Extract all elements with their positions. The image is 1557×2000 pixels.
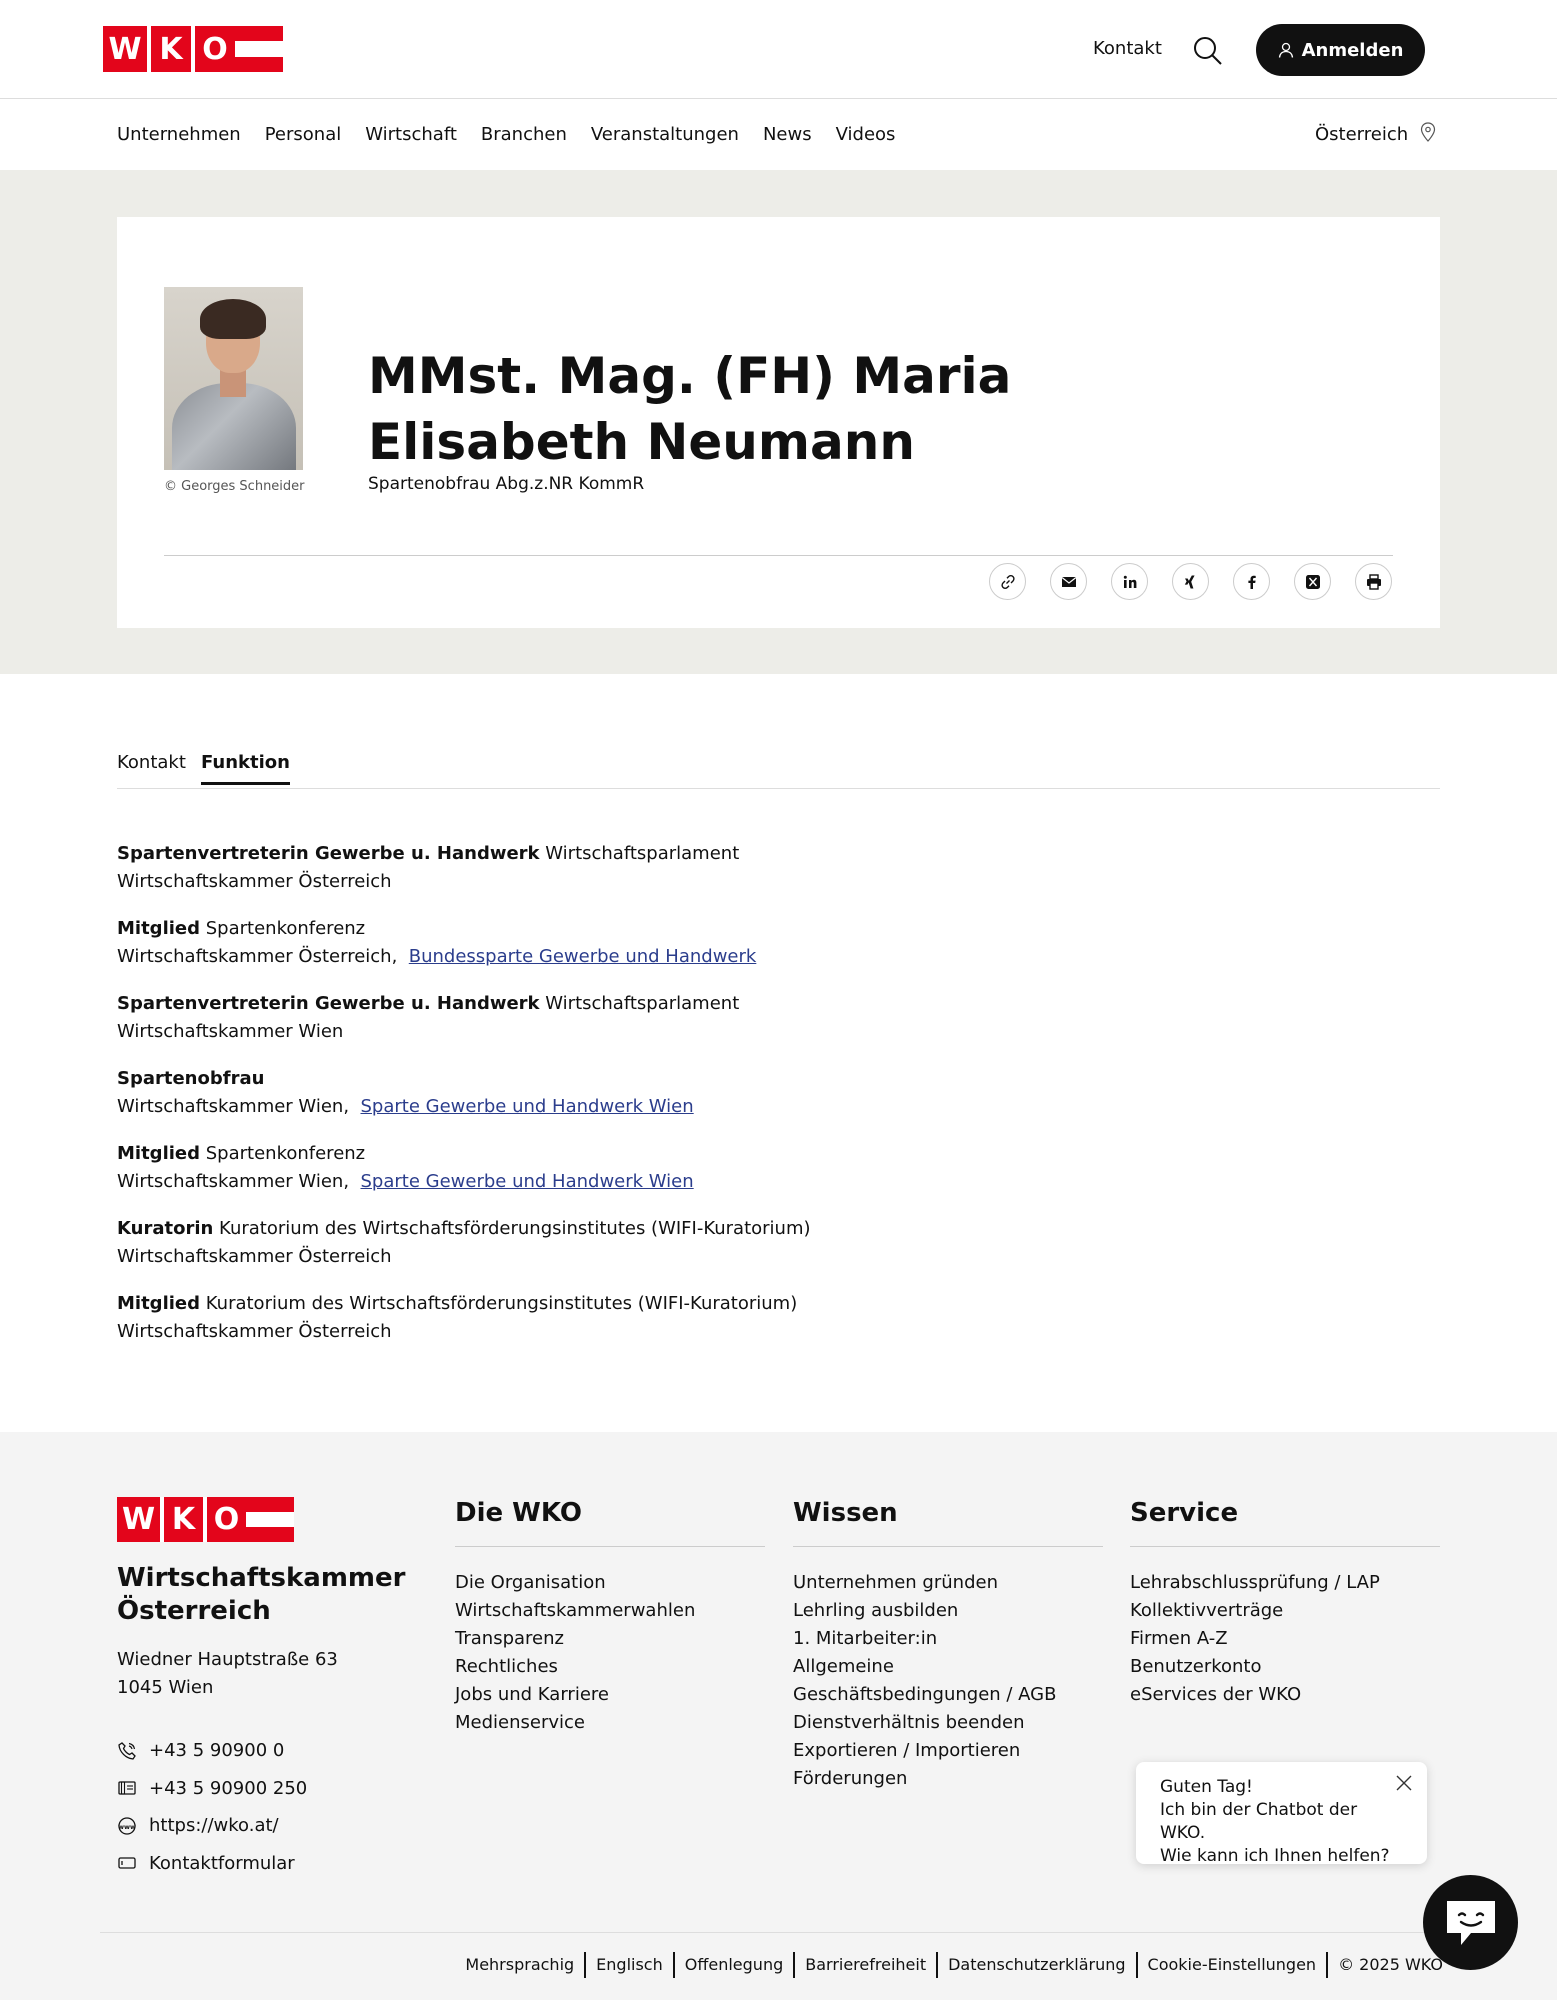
function-link[interactable]: Sparte Gewerbe und Handwerk Wien bbox=[360, 1096, 694, 1117]
web-icon bbox=[117, 1816, 137, 1836]
website-link: https://wko.at/ bbox=[149, 1815, 279, 1837]
chat-icon bbox=[1441, 1895, 1501, 1951]
chatbot-question: Wie kann ich Ihnen helfen? bbox=[1160, 1846, 1390, 1866]
function-body: Spartenkonferenz bbox=[205, 1143, 366, 1164]
bottom-link-mehrsprachig[interactable]: Mehrsprachig bbox=[465, 1955, 575, 1974]
share-mail-button[interactable] bbox=[1050, 563, 1087, 600]
footer-wko-logo[interactable] bbox=[117, 1497, 294, 1542]
chatbot-bubble[interactable] bbox=[1136, 1762, 1427, 1864]
facebook-icon bbox=[1243, 573, 1261, 591]
footer-col-title: Wissen bbox=[793, 1498, 1103, 1547]
chatbot-button[interactable] bbox=[1423, 1875, 1518, 1970]
function-item bbox=[117, 840, 1017, 896]
header-contact-link[interactable]: Kontakt bbox=[1093, 38, 1162, 59]
fax-icon bbox=[117, 1778, 137, 1798]
bottom-link-barrierefreiheit[interactable]: Barrierefreiheit bbox=[793, 1952, 936, 1978]
function-body: Kuratorium des Wirtschaftsförderungsinstitutes (WIFI-Kuratorium) bbox=[205, 1293, 798, 1314]
function-org: Wirtschaftskammer Wien, bbox=[117, 1171, 350, 1192]
footer-link[interactable]: Allgemeine Geschäftsbedingungen / AGB bbox=[793, 1656, 1057, 1705]
function-role: Mitglied bbox=[117, 918, 201, 939]
footer-col-title: Die WKO bbox=[455, 1498, 765, 1547]
function-item bbox=[117, 1215, 1017, 1271]
function-org: Wirtschaftskammer Österreich bbox=[117, 1246, 392, 1267]
logo-letter-k: K bbox=[160, 1497, 203, 1542]
footer-org-line: Österreich bbox=[117, 1596, 271, 1626]
footer-contact-form[interactable] bbox=[117, 1845, 307, 1883]
footer-col-title: Service bbox=[1130, 1498, 1440, 1547]
function-body: Wirtschaftsparlament bbox=[545, 843, 740, 864]
profile-photo bbox=[164, 287, 303, 470]
share-xing-button[interactable] bbox=[1172, 563, 1209, 600]
bottom-link-datenschutz[interactable]: Datenschutzerklärung bbox=[936, 1952, 1135, 1978]
function-link[interactable]: Sparte Gewerbe und Handwerk Wien bbox=[360, 1171, 694, 1192]
tab-kontakt[interactable]: Kontakt bbox=[117, 752, 186, 773]
logo-flag bbox=[246, 1497, 294, 1542]
form-icon bbox=[117, 1853, 137, 1873]
divider bbox=[164, 555, 1393, 556]
footer-org-line: Wirtschaftskammer bbox=[117, 1563, 406, 1593]
xing-icon bbox=[1182, 573, 1200, 591]
phone-number: +43 5 90900 0 bbox=[149, 1740, 285, 1762]
print-icon bbox=[1365, 573, 1383, 591]
main-nav bbox=[0, 100, 1557, 170]
login-button[interactable] bbox=[1256, 24, 1425, 76]
function-role: Kuratorin bbox=[117, 1218, 214, 1239]
photo-credit: © Georges Schneider bbox=[164, 479, 305, 494]
footer-link[interactable]: Benutzerkonto bbox=[1130, 1656, 1262, 1677]
tab-funktion[interactable]: Funktion bbox=[201, 752, 290, 785]
profile-hero bbox=[0, 170, 1557, 674]
footer-link[interactable]: Medienservice bbox=[455, 1712, 585, 1733]
chatbot-intro: Ich bin der Chatbot der WKO. bbox=[1160, 1800, 1358, 1843]
function-org: Wirtschaftskammer Österreich bbox=[117, 1321, 392, 1342]
function-item bbox=[117, 915, 1017, 971]
footer-contact-list bbox=[117, 1732, 307, 1882]
footer-link[interactable]: Lehrling ausbilden bbox=[793, 1600, 959, 1621]
profile-tabs bbox=[117, 752, 1440, 789]
print-button[interactable] bbox=[1355, 563, 1392, 600]
footer-link[interactable]: Dienstverhältnis beenden bbox=[793, 1712, 1025, 1733]
bottom-link-englisch[interactable]: Englisch bbox=[584, 1952, 673, 1978]
logo-letter-w: W bbox=[108, 31, 142, 67]
bottom-link-cookies[interactable]: Cookie-Einstellungen bbox=[1136, 1952, 1327, 1978]
footer-link[interactable]: eServices der WKO bbox=[1130, 1684, 1302, 1705]
function-org: Wirtschaftskammer Wien, bbox=[117, 1096, 350, 1117]
nav-item-news[interactable]: News bbox=[762, 124, 812, 145]
fax-number: +43 5 90900 250 bbox=[149, 1777, 308, 1799]
footer-link[interactable]: Kollektivverträge bbox=[1130, 1600, 1284, 1621]
footer-link[interactable]: Die Organisation bbox=[455, 1572, 606, 1593]
function-body: Spartenkonferenz bbox=[205, 918, 366, 939]
function-org: Wirtschaftskammer Österreich bbox=[117, 871, 392, 892]
phone-icon bbox=[117, 1741, 137, 1761]
chatbot-greeting: Guten Tag! bbox=[1160, 1777, 1253, 1797]
function-item bbox=[117, 1290, 1017, 1346]
footer-col-wissen bbox=[793, 1498, 1103, 1793]
logo-flag bbox=[235, 26, 283, 72]
share-linkedin-button[interactable] bbox=[1111, 563, 1148, 600]
logo-letter-w: W bbox=[121, 1502, 156, 1537]
mail-icon bbox=[1060, 573, 1078, 591]
bottom-link-offenlegung[interactable]: Offenlegung bbox=[673, 1952, 793, 1978]
person-name: MMst. Mag. (FH) Maria Elisabeth Neumann bbox=[368, 347, 1012, 471]
function-role: Spartenvertreterin Gewerbe u. Handwerk bbox=[117, 843, 540, 864]
function-role: Spartenvertreterin Gewerbe u. Handwerk bbox=[117, 993, 540, 1014]
contact-form-link: Kontaktformular bbox=[149, 1852, 295, 1874]
function-role: Mitglied bbox=[117, 1293, 201, 1314]
person-title: Spartenobfrau Abg.z.NR KommR bbox=[368, 474, 645, 494]
search-icon[interactable] bbox=[1193, 36, 1223, 66]
site-footer bbox=[0, 1432, 1557, 2000]
footer-col-wko bbox=[455, 1498, 765, 1737]
nav-item-veranstaltungen[interactable]: Veranstaltungen bbox=[590, 124, 739, 145]
footer-address bbox=[117, 1646, 338, 1702]
share-x-button[interactable] bbox=[1294, 563, 1331, 600]
function-role: Mitglied bbox=[117, 1143, 201, 1164]
close-icon[interactable] bbox=[1395, 1774, 1413, 1792]
function-item bbox=[117, 1065, 1017, 1121]
address-street: Wiedner Hauptstraße 63 bbox=[117, 1649, 338, 1670]
nav-item-videos[interactable]: Videos bbox=[835, 124, 896, 145]
footer-phone[interactable] bbox=[117, 1732, 307, 1770]
link-icon bbox=[999, 573, 1017, 591]
share-bar bbox=[989, 563, 1392, 600]
footer-website[interactable] bbox=[117, 1807, 307, 1845]
footer-link[interactable]: Firmen A-Z bbox=[1130, 1628, 1228, 1649]
footer-org-name bbox=[117, 1562, 406, 1628]
function-item bbox=[117, 990, 1017, 1046]
nav-item-personal[interactable]: Personal bbox=[264, 124, 342, 145]
function-body: Wirtschaftsparlament bbox=[545, 993, 740, 1014]
footer-fax[interactable] bbox=[117, 1770, 307, 1808]
function-list bbox=[117, 840, 1017, 1365]
copyright: © 2025 WKO bbox=[1326, 1952, 1453, 1978]
nav-item-wirtschaft[interactable]: Wirtschaft bbox=[365, 124, 457, 145]
footer-divider bbox=[100, 1932, 1457, 1933]
footer-link[interactable]: Transparenz bbox=[455, 1628, 564, 1649]
function-org: Wirtschaftskammer Wien bbox=[117, 1021, 344, 1042]
function-link[interactable]: Bundessparte Gewerbe und Handwerk bbox=[408, 946, 757, 967]
footer-link[interactable]: Wirtschaftskammerwahlen bbox=[455, 1600, 696, 1621]
nav-item-unternehmen[interactable]: Unternehmen bbox=[117, 124, 241, 145]
function-role: Spartenobfrau bbox=[117, 1068, 265, 1089]
function-item bbox=[117, 1140, 1017, 1196]
nav-item-branchen[interactable]: Branchen bbox=[480, 124, 567, 145]
login-label: Anmelden bbox=[1301, 39, 1404, 61]
region-selector[interactable]: Österreich bbox=[1315, 124, 1409, 145]
footer-bottom-links bbox=[455, 1952, 1453, 1978]
footer-link[interactable]: Jobs und Karriere bbox=[455, 1684, 609, 1705]
footer-col-service bbox=[1130, 1498, 1440, 1709]
logo-letter-o: O bbox=[203, 1497, 246, 1542]
copy-link-button[interactable] bbox=[989, 563, 1026, 600]
logo-letter-k: K bbox=[147, 26, 191, 72]
svg-text:www: www bbox=[117, 1822, 137, 1831]
linkedin-icon bbox=[1121, 573, 1139, 591]
address-city: 1045 Wien bbox=[117, 1677, 214, 1698]
profile-card bbox=[117, 217, 1440, 628]
share-facebook-button[interactable] bbox=[1233, 563, 1270, 600]
footer-link[interactable]: Unternehmen gründen bbox=[793, 1572, 998, 1593]
logo-letter-o: O bbox=[191, 26, 235, 72]
function-body: Kuratorium des Wirtschaftsförderungsinstitutes (WIFI-Kuratorium) bbox=[219, 1218, 811, 1239]
user-icon bbox=[1278, 42, 1294, 58]
x-icon bbox=[1304, 573, 1322, 591]
footer-link[interactable]: Lehrabschlussprüfung / LAP bbox=[1130, 1572, 1380, 1593]
location-pin-icon[interactable] bbox=[1420, 122, 1436, 142]
footer-link[interactable]: 1. Mitarbeiter:in bbox=[793, 1628, 938, 1649]
function-org: Wirtschaftskammer Österreich, bbox=[117, 946, 398, 967]
footer-link[interactable]: Exportieren / Importieren bbox=[793, 1740, 1021, 1761]
footer-link[interactable]: Förderungen bbox=[793, 1768, 908, 1789]
site-header bbox=[0, 0, 1557, 99]
wko-logo[interactable] bbox=[103, 26, 283, 72]
footer-link[interactable]: Rechtliches bbox=[455, 1656, 558, 1677]
